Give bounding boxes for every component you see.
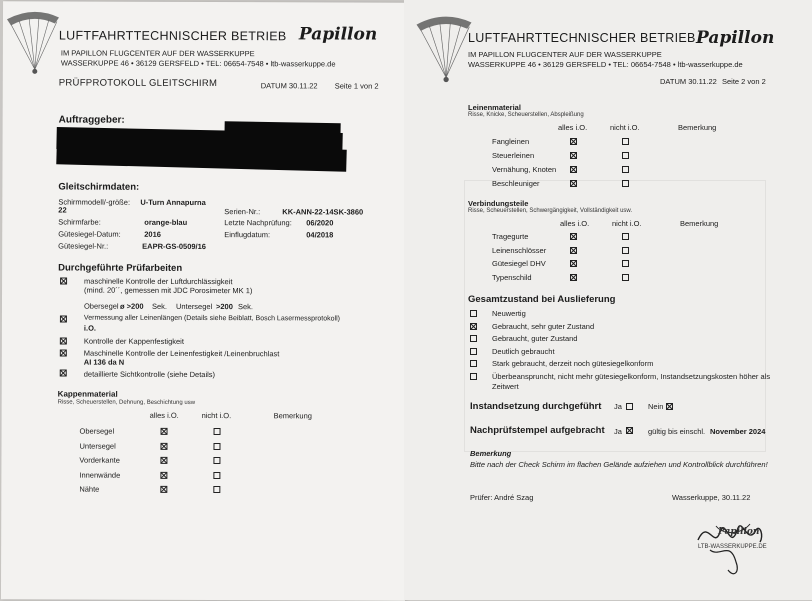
seal-date-label: Gütesiegel-Datum:: [58, 229, 121, 239]
lines-col-remark: Bemerkung: [678, 123, 717, 132]
conn-col-remark: Bemerkung: [680, 219, 719, 228]
doc-title: PRÜFPROTOKOLL GLEITSCHIRM: [58, 77, 218, 90]
check1-detail: (mind. 20´´, gemessen mit JDC Porosimeter MK 1): [84, 285, 253, 296]
lower-label: Untersegel: [175, 301, 213, 312]
lines-row-nok-checkbox[interactable]: [622, 180, 629, 187]
check5-text: detaillierte Sichtkontrolle (siehe Details): [83, 369, 216, 380]
client-heading: Auftraggeber:: [58, 114, 125, 126]
overall-option-checkbox[interactable]: [470, 310, 477, 317]
page-number: Seite 2 von 2: [722, 77, 766, 86]
valid-value: November 2024: [710, 427, 766, 436]
overall-option-checkbox[interactable]: [470, 348, 477, 355]
place-date: Wasserkuppe, 30.11.22: [672, 493, 751, 502]
stamp-ja-checkbox[interactable]: [626, 427, 633, 434]
repair-nein-checkbox[interactable]: [666, 403, 673, 410]
model-size: 22: [58, 205, 67, 215]
lines-row-label: Steuerleinen: [492, 151, 535, 160]
check4-result: AI 136 da N: [83, 357, 125, 367]
canopy-row-nok-checkbox[interactable]: [213, 443, 220, 450]
upper-unit: Sek.: [151, 301, 168, 311]
stamp-ja-label: Ja: [614, 427, 622, 436]
check5-checkbox[interactable]: [60, 369, 67, 376]
company-address-2: WASSERKUPPE 46 • 36129 GERSFELD • TEL: 06654-7548 • ltb-wasserkuppe.de: [60, 58, 336, 69]
check1-checkbox[interactable]: [60, 277, 67, 284]
overall-option-label: Neuwertig: [492, 309, 526, 318]
stamp-label: Nachprüfstempel aufgebracht: [470, 425, 605, 436]
canopy-row-label: Nähte: [79, 484, 100, 494]
canopy-row-ok-checkbox[interactable]: [160, 442, 167, 449]
canopy-row-nok-checkbox[interactable]: [213, 457, 220, 464]
remark-heading: Bemerkung: [470, 449, 512, 458]
seal-date-value: 2016: [144, 229, 161, 239]
page-number: Seite 1 von 2: [334, 81, 379, 91]
check2-result: i.O.: [83, 323, 97, 333]
canopy-row-label: Untersegel: [79, 441, 116, 451]
conn-row-label: Leinenschlösser: [492, 245, 547, 255]
canopy-row-ok-checkbox[interactable]: [160, 471, 167, 478]
canopy-row-label: Innenwände: [79, 470, 121, 480]
canopy-row-nok-checkbox[interactable]: [213, 472, 220, 479]
check4-checkbox[interactable]: [60, 349, 67, 356]
canopy-row-label: Obersegel: [79, 426, 115, 436]
last-check-label: Letzte Nachprüfung:: [224, 218, 292, 228]
overall-option-checkbox[interactable]: [470, 323, 477, 330]
serial-label: Serien-Nr.:: [224, 207, 261, 217]
canopy-row-nok-checkbox[interactable]: [214, 428, 221, 435]
first-flight-label: Einflugdatum:: [224, 230, 271, 240]
canopy-row-label: Vorderkante: [79, 455, 120, 465]
stamp-text: LTB-WASSERKUPPE.DE: [698, 544, 767, 550]
overall-option-label: Stark gebraucht, derzeit noch gütesiegelkonform: [492, 359, 654, 368]
first-flight-value: 04/2018: [306, 230, 334, 240]
conn-row-label: Gütesiegel DHV: [492, 259, 546, 268]
check4-text: Maschinelle Kontrolle der Leinenfestigkeit /Leinenbruchlast: [83, 348, 280, 359]
check3-text: Kontrolle der Kappenfestigkeit: [83, 336, 184, 346]
repair-ja-label: Ja: [614, 402, 622, 411]
lines-row-label: Vernähung, Knoten: [492, 165, 557, 174]
checks-heading: Durchgeführte Prüfarbeiten: [58, 262, 183, 274]
upper-value: ø >200: [119, 301, 144, 311]
remark-text: Bitte nach der Check Schirm im flachen Gelände aufziehen und Kontrollblick durchführen!: [470, 460, 768, 469]
overall-heading: Gesamtzustand bei Auslieferung: [468, 294, 616, 305]
overall-option-checkbox[interactable]: [470, 335, 477, 342]
conn-row-ok-checkbox[interactable]: [570, 247, 577, 254]
serial-value: KK-ANN-22-14SK-3860: [282, 207, 364, 217]
redacted-client-3: [225, 121, 341, 135]
col-nok-header: nicht i.O.: [201, 410, 232, 421]
canopy-row-ok-checkbox[interactable]: [160, 486, 167, 493]
stamp-brand: Papillon: [718, 527, 760, 537]
conn-row-nok-checkbox[interactable]: [622, 260, 629, 267]
lines-row-ok-checkbox[interactable]: [570, 152, 577, 159]
model-value: U-Turn Annapurna: [140, 197, 206, 208]
page-1: [1, 1, 407, 600]
conn-row-nok-checkbox[interactable]: [622, 274, 629, 281]
check1-text: maschinelle Kontrolle der Luftdurchlässigkeit: [84, 276, 233, 287]
conn-row-ok-checkbox[interactable]: [570, 260, 577, 267]
inspector: Prüfer: André Szag: [470, 493, 534, 502]
seal-no-label: Gütesiegel-Nr.:: [58, 241, 109, 251]
col-ok-header: alles i.O.: [149, 410, 179, 420]
repair-label: Instandsetzung durchgeführt: [470, 401, 602, 412]
seal-no-value: EAPR-GS-0509/16: [142, 241, 206, 252]
lines-row-ok-checkbox[interactable]: [570, 138, 577, 145]
col-remark-header: Bemerkung: [273, 411, 312, 421]
canopy-row-nok-checkbox[interactable]: [213, 486, 220, 493]
repair-ja-checkbox[interactable]: [626, 403, 633, 410]
lines-subheading: Risse, Knicke, Scheuerstellen, Abspleißung: [468, 112, 584, 118]
canopy-row-ok-checkbox[interactable]: [160, 457, 167, 464]
paraglider-icon: [5, 9, 61, 79]
repair-nein-label: Nein: [648, 402, 664, 411]
color-value: orange-blau: [144, 217, 188, 227]
lines-col-ok: alles i.O.: [558, 123, 588, 132]
conn-row-ok-checkbox[interactable]: [570, 233, 577, 240]
check2-text: Vermessung aller Leinenlängen (Details siehe Beiblatt, Bosch Lasermessprotokoll): [83, 314, 340, 323]
papillon-logo: Papillon: [298, 24, 378, 45]
lines-row-label: Fangleinen: [492, 137, 530, 146]
color-label: Schirmfarbe:: [58, 217, 101, 227]
overall-option-checkbox[interactable]: [470, 360, 477, 367]
overall-option-label: Deutlich gebraucht: [492, 347, 555, 356]
conn-col-nok: nicht i.O.: [612, 219, 642, 228]
lower-unit: Sek.: [237, 302, 254, 312]
paraglider-icon: [414, 14, 474, 88]
overall-option-label: Gebraucht, guter Zustand: [492, 334, 578, 343]
page-2: [404, 0, 812, 600]
overall-option-label: Zeitwert: [492, 382, 519, 391]
company-address-1: IM PAPILLON FLUGCENTER AUF DER WASSERKUPPE: [60, 48, 255, 59]
lines-row-label: Beschleuniger: [492, 179, 540, 188]
upper-label: Obersegel: [83, 301, 119, 311]
canopy-subheading: Risse, Scheuerstellen, Dehnung, Beschichtung usw: [57, 399, 196, 406]
company-address-1: IM PAPILLON FLUGCENTER AUF DER WASSERKUPPE: [468, 50, 662, 59]
valid-label: gültig bis einschl.: [648, 427, 706, 436]
date: DATUM 30.11.22: [260, 81, 318, 91]
lines-row-nok-checkbox[interactable]: [622, 152, 629, 159]
lines-row-nok-checkbox[interactable]: [622, 166, 629, 173]
lines-heading: Leinenmaterial: [468, 103, 521, 112]
conn-row-nok-checkbox[interactable]: [622, 247, 629, 254]
company-name: LUFTFAHRTTECHNISCHER BETRIEB: [468, 31, 696, 45]
last-check-value: 06/2020: [306, 218, 334, 228]
conn-row-nok-checkbox[interactable]: [622, 233, 629, 240]
check3-checkbox[interactable]: [60, 337, 67, 344]
lower-value: >200: [215, 302, 233, 312]
canopy-heading: Kappenmaterial: [57, 389, 118, 399]
overall-option-label: Überbeanspruncht, nicht mehr gütesiegelkonform, Instandsetzungskosten höher als: [492, 372, 771, 381]
lines-row-ok-checkbox[interactable]: [570, 180, 577, 187]
signature-stamp: [690, 510, 770, 580]
company-address-2: WASSERKUPPE 46 • 36129 GERSFELD • TEL: 06654-7548 • ltb-wasserkuppe.de: [468, 60, 743, 69]
conn-subheading: Risse, Scheuerstellen, Schwergängigkeit, Vollständigkeit usw.: [468, 208, 633, 214]
conn-row-ok-checkbox[interactable]: [570, 274, 577, 281]
check2-checkbox[interactable]: [60, 315, 67, 322]
conn-row-label: Typenschild: [492, 272, 532, 282]
overall-option-label: Gebraucht, sehr guter Zustand: [492, 322, 595, 331]
model-label: Schirmmodell/-größe:: [58, 197, 131, 207]
conn-col-ok: alles i.O.: [560, 219, 590, 228]
overall-option-checkbox[interactable]: [470, 373, 477, 380]
conn-row-label: Tragegurte: [492, 232, 529, 241]
lines-row-ok-checkbox[interactable]: [570, 166, 577, 173]
date: DATUM 30.11.22: [660, 77, 717, 86]
lines-row-nok-checkbox[interactable]: [622, 138, 629, 145]
company-name: LUFTFAHRTTECHNISCHER BETRIEB: [58, 28, 287, 44]
papillon-logo: Papillon: [696, 28, 775, 48]
glider-heading: Gleitschirmdaten:: [58, 181, 140, 193]
lines-col-nok: nicht i.O.: [610, 123, 640, 132]
conn-heading: Verbindungsteile: [468, 199, 529, 208]
canopy-row-ok-checkbox[interactable]: [161, 428, 168, 435]
